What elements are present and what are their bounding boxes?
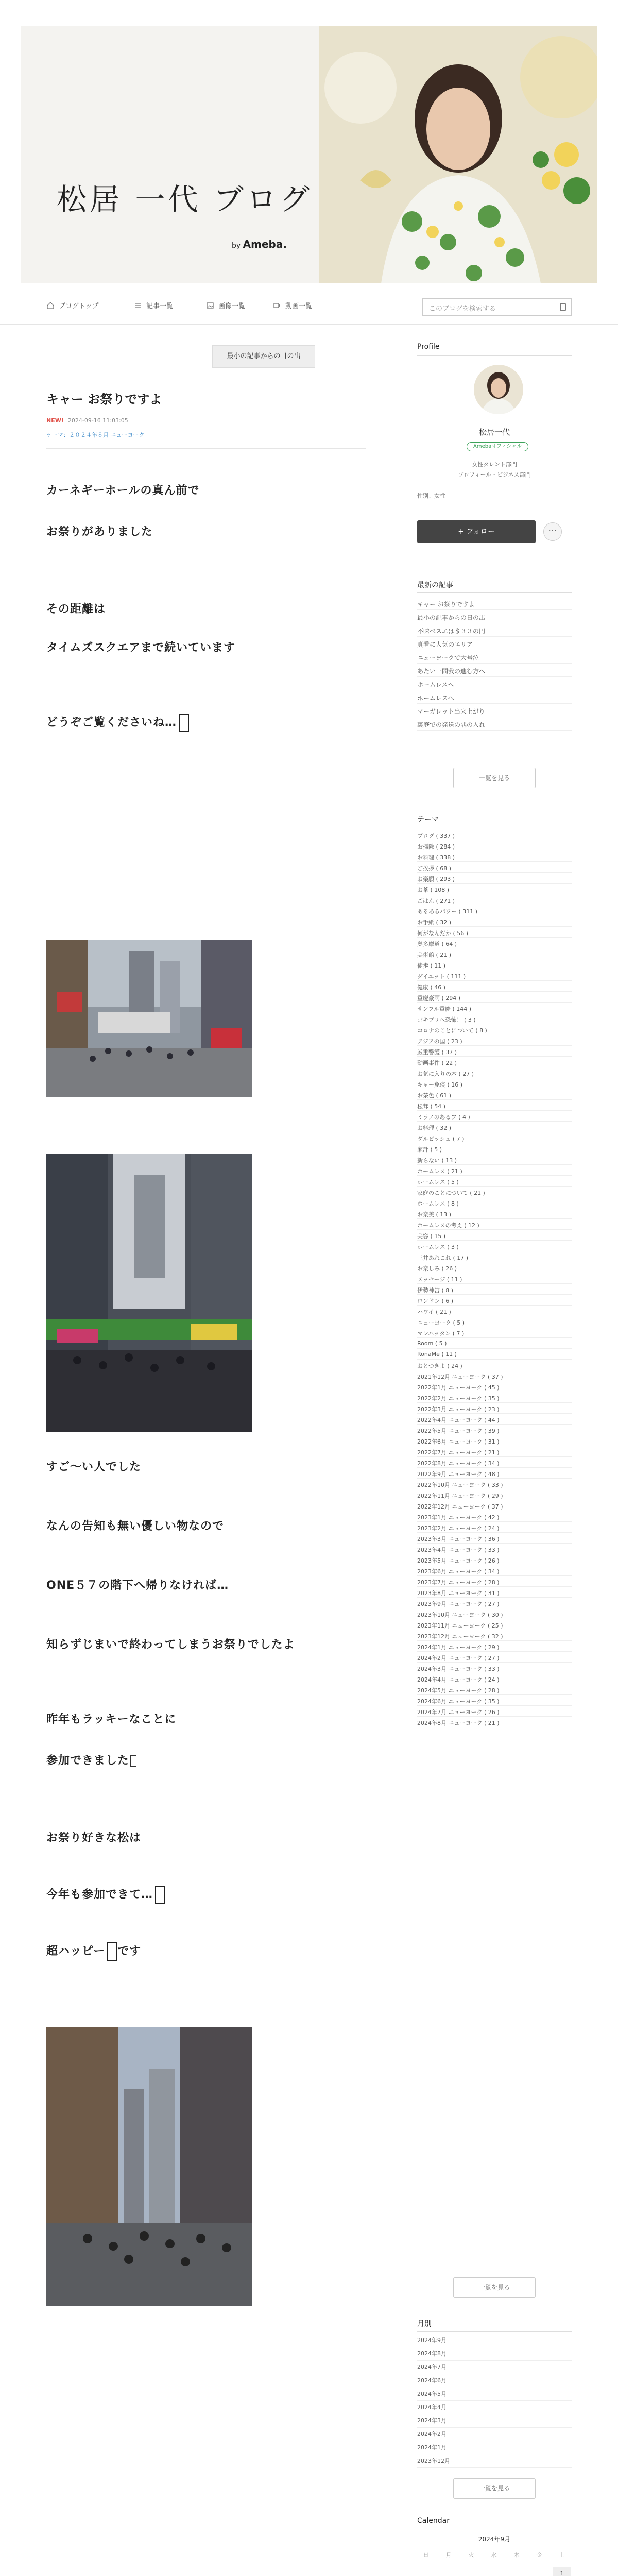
new-badge: NEW!	[46, 417, 64, 424]
calendar	[417, 2535, 572, 2576]
article-date: 2024-09-16 11:03:05	[67, 417, 128, 424]
calendar-grid	[417, 2549, 572, 2576]
theme-link[interactable]: 2024年3月 ニューヨーク ( 33 )	[417, 1663, 572, 1673]
article-photo-street-2[interactable]	[46, 1154, 252, 1432]
theme-link[interactable]: ホームレス ( 21 )	[417, 1165, 572, 1176]
theme-link[interactable]: ごはん ( 271 )	[417, 894, 572, 905]
theme-link[interactable]: 2022年8月 ニューヨーク ( 34 )	[417, 1457, 572, 1468]
recent-article-link[interactable]: キャー お祭りですよ	[417, 597, 572, 610]
calendar-weekday: 金	[536, 2552, 542, 2558]
profile-heading: Profile	[417, 343, 440, 351]
nav-search-input[interactable]	[422, 298, 572, 316]
theme-link[interactable]: お掃除 ( 284 )	[417, 840, 572, 851]
theme-link[interactable]: 家計 ( 5 )	[417, 1143, 572, 1154]
article-paragraph: 昨年もラッキーなことに	[46, 1713, 177, 1726]
theme-more-button[interactable]: 一覧を見る	[453, 2277, 536, 2298]
archive-link[interactable]: 2024年8月	[417, 2347, 572, 2361]
recent-article-link[interactable]: 真看に人気のエリア	[417, 637, 572, 650]
theme-link[interactable]: メッセージ ( 11 )	[417, 1273, 572, 1284]
paragraph-text: 超ハッピー	[46, 1945, 106, 1958]
theme-link[interactable]: 2022年12月 ニューヨーク ( 37 )	[417, 1500, 572, 1511]
profile-avatar[interactable]	[474, 365, 523, 414]
divider	[46, 448, 366, 449]
search-placeholder: このブログを検索する	[429, 305, 496, 313]
calendar-weekday: 日	[423, 2552, 429, 2558]
ameba-byline[interactable]	[232, 238, 287, 250]
blog-title[interactable]: 松居 一代 ブログ	[57, 182, 313, 217]
theme-link[interactable]: お気に入りの本 ( 27 )	[417, 1067, 572, 1078]
theme-link[interactable]: ダイエット ( 111 )	[417, 970, 572, 981]
theme-link[interactable]: 2021年12月 ニューヨーク ( 37 )	[417, 1370, 572, 1381]
theme-link[interactable]: 2022年3月 ニューヨーク ( 23 )	[417, 1403, 572, 1414]
profile-name[interactable]: 松居一代	[478, 428, 510, 437]
theme-link[interactable]: 2022年6月 ニューヨーク ( 31 )	[417, 1435, 572, 1446]
theme-link[interactable]: 2024年1月 ニューヨーク ( 29 )	[417, 1641, 572, 1652]
image-icon	[206, 301, 214, 310]
theme-link[interactable]: 2022年9月 ニューヨーク ( 48 )	[417, 1468, 572, 1479]
theme-link[interactable]: 2022年11月 ニューヨーク ( 29 )	[417, 1489, 572, 1500]
archive-link[interactable]: 2024年2月	[417, 2428, 572, 2441]
recent-article-link[interactable]: 不味ベスエは＄３３の円	[417, 623, 572, 637]
sidebar-follow-button[interactable]: + フォロー	[417, 520, 536, 543]
theme-link[interactable]: RonaMe ( 11 )	[417, 1349, 572, 1360]
theme-link[interactable]: ブログ ( 337 )	[417, 829, 572, 840]
theme-link[interactable]: お茶 ( 108 )	[417, 884, 572, 894]
theme-link[interactable]: 重慶豪雨 ( 294 )	[417, 992, 572, 1003]
article-title[interactable]: キャー お祭りですよ	[46, 392, 162, 406]
recent-article-link[interactable]: ホームレスへ	[417, 677, 572, 690]
theme-link[interactable]: 健康 ( 46 )	[417, 981, 572, 992]
theme-link[interactable]: 2024年4月 ニューヨーク ( 24 )	[417, 1673, 572, 1684]
article-paragraph-emoji	[46, 1886, 165, 1904]
calendar-day	[462, 2567, 480, 2576]
article-theme-link[interactable]: テーマ：２０２４年８月 ニューヨーク	[46, 432, 145, 438]
theme-link[interactable]: 2024年2月 ニューヨーク ( 27 )	[417, 1652, 572, 1663]
article-paragraph: タイムズスクエアまで続いています	[46, 641, 236, 654]
divider	[417, 355, 572, 356]
calendar-weekday: 火	[468, 2552, 474, 2558]
list-icon	[134, 301, 142, 310]
theme-link[interactable]: 2023年1月 ニューヨーク ( 42 )	[417, 1511, 572, 1522]
theme-link[interactable]: 2024年5月 ニューヨーク ( 28 )	[417, 1684, 572, 1695]
archive-heading: 月別	[417, 2320, 432, 2328]
theme-link[interactable]: 松茸 ( 54 )	[417, 1100, 572, 1111]
calendar-day	[485, 2567, 503, 2576]
theme-link[interactable]: サンフル重慶 ( 144 )	[417, 1003, 572, 1013]
paragraph-text: 参加できました	[46, 1754, 130, 1767]
recent-article-link[interactable]: ニューヨークで大号泣	[417, 650, 572, 664]
divider	[417, 592, 572, 593]
theme-link[interactable]: お料理 ( 32 )	[417, 1122, 572, 1132]
theme-link[interactable]: おとつきよ ( 24 )	[417, 1360, 572, 1370]
theme-link[interactable]: 家庭のことについて ( 21 )	[417, 1187, 572, 1197]
article-paragraph: お祭りがありました	[46, 526, 153, 538]
recent-articles-list	[417, 597, 572, 731]
article-paragraph: ONE５７の階下へ帰りなければ…	[46, 1579, 229, 1592]
theme-link[interactable]: アジアの国 ( 23 )	[417, 1035, 572, 1046]
nav-label: ブログトップ	[59, 302, 99, 310]
nav-blog-top[interactable]	[46, 300, 99, 310]
divider	[417, 2331, 572, 2332]
recent-article-link[interactable]: マーガレット出来上がり	[417, 704, 572, 717]
theme-link[interactable]: 2023年4月 ニューヨーク ( 33 )	[417, 1544, 572, 1554]
theme-link[interactable]: ホームレス ( 5 )	[417, 1176, 572, 1187]
theme-link[interactable]: 2022年2月 ニューヨーク ( 35 )	[417, 1392, 572, 1403]
theme-link[interactable]: 2022年10月 ニューヨーク ( 33 )	[417, 1479, 572, 1489]
more-options-button[interactable]: ···	[543, 522, 562, 541]
theme-link[interactable]: 動画事件 ( 22 )	[417, 1057, 572, 1067]
theme-link[interactable]: ゴキブリへ恐怖！ ( 3 )	[417, 1013, 572, 1024]
article-paragraph: カーネギーホールの真ん前で	[46, 484, 200, 497]
theme-link[interactable]: 2023年10月 ニューヨーク ( 30 )	[417, 1608, 572, 1619]
missing-emoji-icon	[179, 714, 189, 732]
profile-description	[417, 460, 572, 480]
nav-label: 記事一覧	[146, 302, 174, 310]
video-icon	[273, 301, 281, 310]
nav-image-list[interactable]	[206, 300, 245, 310]
archive-link[interactable]: 2024年7月	[417, 2361, 572, 2374]
theme-link[interactable]: お楽美 ( 13 )	[417, 1208, 572, 1219]
theme-link[interactable]: お楽願 ( 293 )	[417, 873, 572, 884]
calendar-weekday: 土	[559, 2552, 565, 2558]
archive-link[interactable]: 2024年5月	[417, 2387, 572, 2401]
byline-brand: Ameba.	[243, 238, 287, 250]
theme-link[interactable]: ご挨拶 ( 68 )	[417, 862, 572, 873]
article-paragraph: その距離は	[46, 603, 106, 616]
article-meta	[46, 417, 128, 424]
theme-link[interactable]: 2024年7月 ニューヨーク ( 26 )	[417, 1706, 572, 1717]
theme-link[interactable]: お料理 ( 338 )	[417, 851, 572, 862]
calendar-day	[440, 2567, 457, 2576]
recent-article-link[interactable]: あたい一間我の進む方へ	[417, 664, 572, 677]
nav-label: 動画一覧	[285, 302, 313, 310]
paragraph-text: 今年も参加できて…	[46, 1888, 153, 1901]
theme-link[interactable]: 2023年3月 ニューヨーク ( 36 )	[417, 1533, 572, 1544]
theme-link[interactable]: 2023年5月 ニューヨーク ( 26 )	[417, 1554, 572, 1565]
theme-link[interactable]: 2022年7月 ニューヨーク ( 21 )	[417, 1446, 572, 1457]
theme-link[interactable]: コロナのことについて ( 8 )	[417, 1024, 572, 1035]
recent-more-button[interactable]: 一覧を見る	[453, 768, 536, 788]
official-badge: Amebaオフィシャル	[467, 442, 528, 451]
theme-heading: テーマ	[417, 816, 439, 824]
archive-link[interactable]: 2024年3月	[417, 2414, 572, 2428]
theme-link[interactable]: 2022年5月 ニューヨーク ( 39 )	[417, 1425, 572, 1435]
home-icon	[46, 301, 55, 310]
calendar-heading: Calendar	[417, 2517, 450, 2525]
theme-link[interactable]: 新らない ( 13 )	[417, 1154, 572, 1165]
theme-link[interactable]: 美容 ( 15 )	[417, 1230, 572, 1241]
theme-link[interactable]: Room ( 5 )	[417, 1338, 572, 1349]
header-photo	[319, 26, 597, 283]
article-paragraph-emoji	[46, 1942, 141, 1961]
calendar-day[interactable]: 1	[553, 2567, 571, 2576]
calendar-weekday: 月	[445, 2552, 452, 2558]
archive-link[interactable]: 2024年9月	[417, 2334, 572, 2347]
theme-link[interactable]: ホームレス ( 8 )	[417, 1197, 572, 1208]
blog-header	[0, 0, 618, 289]
theme-link[interactable]: 2023年7月 ニューヨーク ( 28 )	[417, 1576, 572, 1587]
article-photo-street-1[interactable]	[46, 940, 252, 1097]
archive-link[interactable]: 2024年1月	[417, 2441, 572, 2454]
theme-link[interactable]: 2023年9月 ニューヨーク ( 27 )	[417, 1598, 572, 1608]
theme-link[interactable]: お手紙 ( 32 )	[417, 916, 572, 927]
calendar-day	[508, 2567, 525, 2576]
calendar-weekday: 木	[513, 2552, 520, 2558]
theme-link[interactable]: ダルビッシュ ( 7 )	[417, 1132, 572, 1143]
theme-link[interactable]: キャー免疫 ( 16 )	[417, 1078, 572, 1089]
theme-link[interactable]: ミラノのあるフ ( 4 )	[417, 1111, 572, 1122]
recent-heading: 最新の記事	[417, 581, 453, 589]
blog-nav	[0, 289, 618, 325]
archive-link[interactable]: 2024年6月	[417, 2374, 572, 2387]
calendar-day	[530, 2567, 548, 2576]
article-paragraph: なんの告知も無い優しい物なので	[46, 1520, 225, 1533]
theme-link[interactable]: お茶色 ( 61 )	[417, 1089, 572, 1100]
article-paragraph: 知らずじまいで終わってしまうお祭りでしたよ	[46, 1638, 295, 1651]
theme-link[interactable]: 2023年8月 ニューヨーク ( 31 )	[417, 1587, 572, 1598]
recent-article-link[interactable]: 裏庭での発送の隅の入れ	[417, 717, 572, 731]
theme-link[interactable]: マンハッタン ( 7 )	[417, 1327, 572, 1338]
theme-link[interactable]: ホームレスの考え ( 12 )	[417, 1219, 572, 1230]
theme-link[interactable]: 2023年6月 ニューヨーク ( 34 )	[417, 1565, 572, 1576]
archive-link[interactable]: 2023年12月	[417, 2454, 572, 2468]
missing-emoji-icon	[107, 1942, 117, 1961]
theme-link[interactable]: 2023年11月 ニューヨーク ( 25 )	[417, 1619, 572, 1630]
recent-article-link[interactable]: 最小の記事からの日の出	[417, 610, 572, 623]
archive-link[interactable]: 2024年4月	[417, 2401, 572, 2414]
article-paragraph-emoji	[46, 1752, 136, 1768]
calendar-month: 2024年9月	[478, 2536, 511, 2543]
theme-link[interactable]: ハワイ ( 21 )	[417, 1306, 572, 1316]
profile-gender: 性別：女性	[417, 493, 445, 499]
theme-link[interactable]: お楽しみ ( 26 )	[417, 1262, 572, 1273]
theme-link[interactable]: 三井あれこれ ( 17 )	[417, 1251, 572, 1262]
profile-desc-line: 女性タレント部門	[472, 461, 517, 468]
newer-article-button[interactable]: 最小の記事からの日の出	[212, 345, 315, 368]
article-paragraph: すご〜い人でした	[46, 1461, 142, 1473]
nav-video-list[interactable]	[273, 300, 312, 310]
nav-article-list[interactable]	[134, 300, 173, 310]
article-photo-street-3[interactable]	[46, 2027, 252, 2306]
theme-link[interactable]: 2024年8月 ニューヨーク ( 21 )	[417, 1717, 572, 1727]
paragraph-text: です	[117, 1945, 142, 1958]
theme-link[interactable]: ロンドン ( 6 )	[417, 1295, 572, 1306]
theme-link[interactable]: 徒歩 ( 11 )	[417, 959, 572, 970]
theme-link[interactable]: 何がなんだか ( 56 )	[417, 927, 572, 938]
calendar-weekday: 水	[491, 2552, 497, 2558]
theme-link[interactable]: 厳重警護 ( 37 )	[417, 1046, 572, 1057]
missing-emoji-icon	[130, 1755, 136, 1767]
article-paragraph-emoji	[46, 714, 189, 732]
theme-link[interactable]: ニューヨーク ( 5 )	[417, 1316, 572, 1327]
article-paragraph: お祭り好きな松は	[46, 1832, 142, 1844]
recent-article-link[interactable]: ホームレスへ	[417, 690, 572, 704]
theme-link[interactable]: あるあるパワー ( 311 )	[417, 905, 572, 916]
theme-link[interactable]: 2022年1月 ニューヨーク ( 45 )	[417, 1381, 572, 1392]
archive-list	[417, 2334, 572, 2468]
theme-link[interactable]: ホームレス ( 3 )	[417, 1241, 572, 1251]
theme-link[interactable]: 2022年4月 ニューヨーク ( 44 )	[417, 1414, 572, 1425]
theme-link[interactable]: 2024年6月 ニューヨーク ( 35 )	[417, 1695, 572, 1706]
theme-link[interactable]: 2023年2月 ニューヨーク ( 24 )	[417, 1522, 572, 1533]
search-icon[interactable]	[559, 303, 567, 311]
theme-link[interactable]: 奥多摩道 ( 64 )	[417, 938, 572, 948]
calendar-day	[417, 2567, 435, 2576]
paragraph-text: どうぞご覧くださいね…	[46, 716, 177, 729]
theme-link[interactable]: 美術館 ( 21 )	[417, 948, 572, 959]
archive-more-button[interactable]: 一覧を見る	[453, 2478, 536, 2499]
nav-label: 画像一覧	[218, 302, 246, 310]
theme-list	[417, 829, 572, 1727]
theme-link[interactable]: 伊勢神宮 ( 8 )	[417, 1284, 572, 1295]
missing-emoji-icon	[155, 1886, 165, 1904]
theme-link[interactable]: 2023年12月 ニューヨーク ( 32 )	[417, 1630, 572, 1641]
byline-prefix: by	[232, 242, 241, 250]
profile-desc-line: プロフィール・ビジネス部門	[458, 471, 531, 478]
